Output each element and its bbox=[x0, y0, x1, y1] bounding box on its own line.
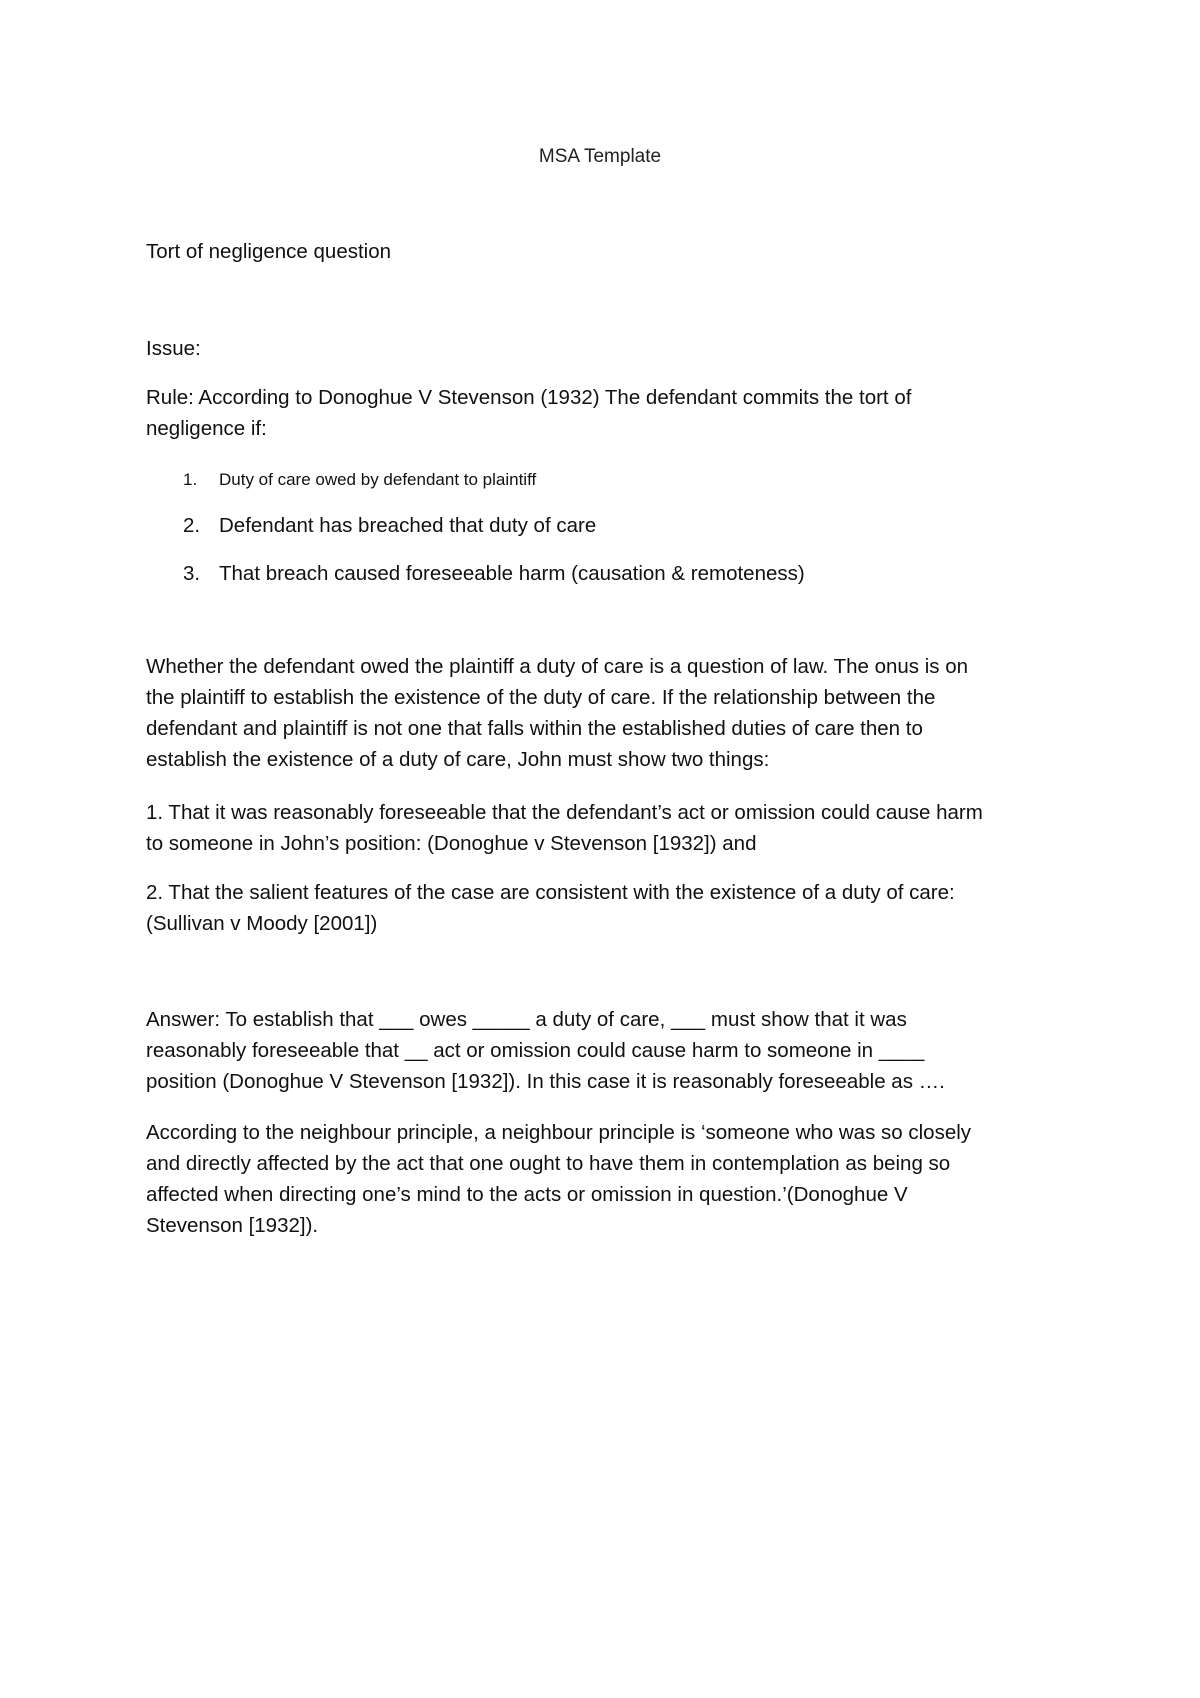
duty-paragraph-line: the plaintiff to establish the existence of the duty of care. If the relationship between the bbox=[146, 686, 936, 709]
rule-line: Rule: According to Donoghue V Stevenson (1932) The defendant commits the tort of bbox=[146, 386, 912, 409]
list-item-text: That breach caused foreseeable harm (causation & remoteness) bbox=[219, 562, 805, 585]
rule-line: negligence if: bbox=[146, 417, 267, 440]
neighbour-line: affected when directing one’s mind to the acts or omission in question.’(Donoghue V bbox=[146, 1183, 908, 1206]
neighbour-line: According to the neighbour principle, a neighbour principle is ‘someone who was so closely bbox=[146, 1121, 972, 1144]
question-title: Tort of negligence question bbox=[146, 240, 392, 263]
answer-line: Answer: To establish that ___ owes _____ a duty of care, ___ must show that it was bbox=[146, 1008, 907, 1031]
neighbour-line: Stevenson [1932]). bbox=[146, 1214, 319, 1237]
answer-line: position (Donoghue V Stevenson [1932]). In this case it is reasonably foreseeable as …. bbox=[146, 1070, 945, 1093]
list-item-text: Duty of care owed by defendant to plaintiff bbox=[219, 470, 537, 489]
list-item-number: 3. bbox=[183, 562, 201, 585]
document-header: MSA Template bbox=[538, 146, 662, 167]
point-two-paragraph bbox=[146, 877, 1062, 939]
list-item-text: Defendant has breached that duty of care bbox=[219, 514, 597, 537]
answer-line: reasonably foreseeable that __ act or omission could cause harm to someone in ____ bbox=[146, 1039, 925, 1062]
point-one-line: to someone in John’s position: (Donoghue v Stevenson [1932]) and bbox=[146, 832, 757, 855]
list-item-number: 2. bbox=[183, 514, 201, 537]
point-two-line: 2. That the salient features of the case are consistent with the existence of a duty of care: bbox=[146, 881, 955, 904]
answer-paragraph bbox=[146, 1004, 1062, 1097]
neighbour-paragraph bbox=[146, 1117, 1062, 1241]
point-one-paragraph bbox=[146, 797, 1062, 859]
list-item-number: 1. bbox=[183, 470, 198, 489]
issue-label: Issue: bbox=[146, 337, 201, 360]
duty-paragraph-line: Whether the defendant owed the plaintiff a duty of care is a question of law. The onus is on bbox=[146, 655, 969, 678]
neighbour-line: and directly affected by the act that one ought to have them in contemplation as being so bbox=[146, 1152, 951, 1175]
point-one-line: 1. That it was reasonably foreseeable that the defendant’s act or omission could cause harm bbox=[146, 801, 983, 824]
duty-paragraph-line: establish the existence of a duty of care, John must show two things: bbox=[146, 748, 770, 771]
duty-paragraph-line: defendant and plaintiff is not one that falls within the established duties of care then to bbox=[146, 717, 923, 740]
point-two-line: (Sullivan v Moody [2001]) bbox=[146, 912, 378, 935]
duty-paragraph bbox=[146, 651, 1062, 775]
rule-paragraph bbox=[146, 382, 1062, 444]
